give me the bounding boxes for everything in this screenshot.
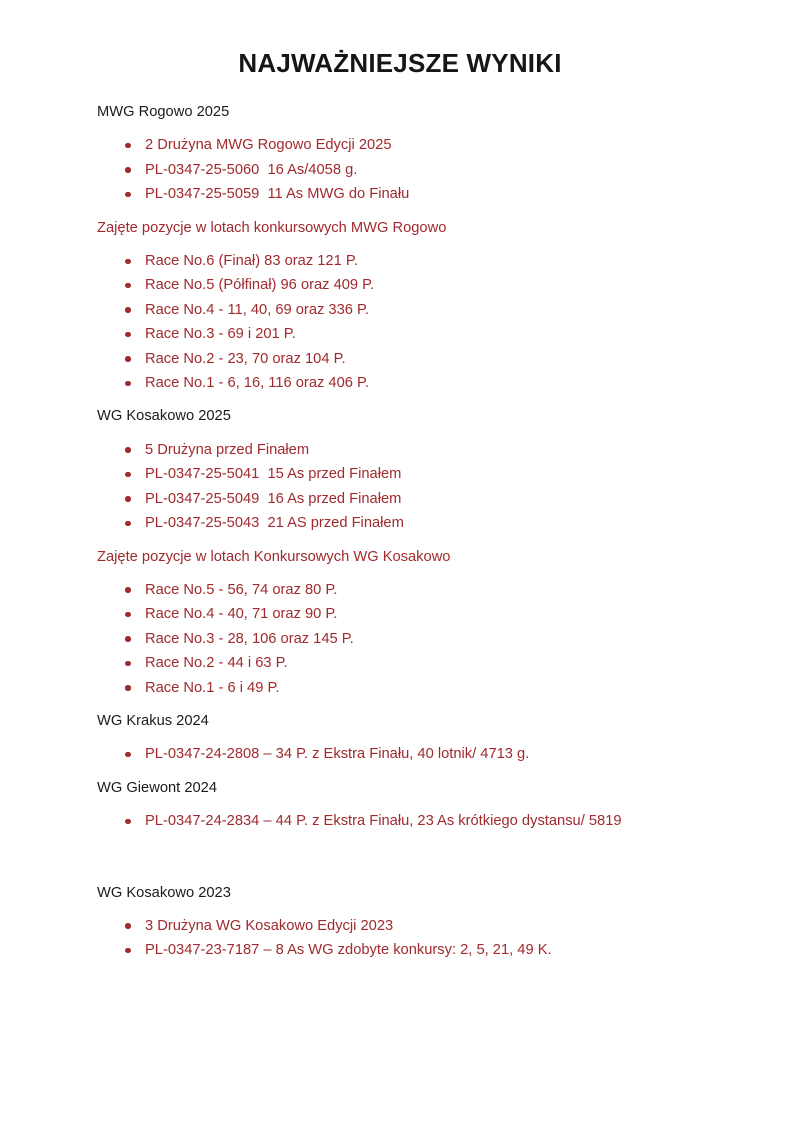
bullet-list (97, 742, 703, 766)
bullet-list (97, 249, 703, 395)
bullet-item: PL-0347-24-2834 – 44 P. z Ekstra Finału, 23 As krótkiego dystansu/ 5819 (145, 809, 703, 833)
section-heading: Zajęte pozycje w lotach konkursowych MWG Rogowo (97, 219, 447, 236)
bullet-item: PL-0347-25-5049 16 As przed Finałem (145, 487, 703, 511)
bullet-list (97, 809, 703, 833)
bullet-item: PL-0347-25-5041 15 As przed Finałem (145, 462, 703, 486)
bullet-item: Race No.1 - 6 i 49 P. (145, 676, 703, 700)
section-heading: WG Kosakowo 2025 (97, 408, 231, 425)
bullet-item: 5 Drużyna przed Finałem (145, 438, 703, 462)
section-heading: WG Giewont 2024 (97, 779, 218, 796)
section-heading: WG Kosakowo 2023 (97, 884, 231, 901)
bullet-item: Race No.6 (Finał) 83 oraz 121 P. (145, 249, 703, 273)
bullet-item: Race No.1 - 6, 16, 116 oraz 406 P. (145, 371, 703, 395)
section-heading: MWG Rogowo 2025 (97, 104, 230, 120)
bullet-item: Race No.4 - 11, 40, 69 oraz 336 P. (145, 298, 703, 322)
bullet-item: PL-0347-23-7187 – 8 As WG zdobyte konkursy: 2, 5, 21, 49 K. (145, 938, 703, 962)
section-heading: WG Krakus 2024 (97, 712, 209, 729)
bullet-list (97, 133, 703, 206)
document-title: NAJWAŻNIEJSZE WYNIKI (238, 48, 562, 78)
bullet-item: Race No.4 - 40, 71 oraz 90 P. (145, 602, 703, 626)
bullet-item: Race No.2 - 23, 70 oraz 104 P. (145, 347, 703, 371)
bullet-item: PL-0347-25-5043 21 AS przed Finałem (145, 511, 703, 535)
bullet-list (97, 438, 703, 536)
bullet-item: Race No.3 - 28, 106 oraz 145 P. (145, 627, 703, 651)
bullet-item: Race No.2 - 44 i 63 P. (145, 651, 703, 675)
bullet-item: Race No.3 - 69 i 201 P. (145, 322, 703, 346)
bullet-item: PL-0347-25-5059 11 As MWG do Finału (145, 182, 703, 206)
bullet-item: 3 Drużyna WG Kosakowo Edycji 2023 (145, 914, 703, 938)
bullet-item: 2 Drużyna MWG Rogowo Edycji 2025 (145, 133, 703, 157)
bullet-item: PL-0347-25-5060 16 As/4058 g. (145, 158, 703, 182)
blank-line (97, 834, 703, 872)
bullet-item: Race No.5 (Półfinał) 96 oraz 409 P. (145, 273, 703, 297)
bullet-list (97, 578, 703, 700)
bullet-list (97, 914, 703, 963)
bullet-item: PL-0347-24-2808 – 34 P. z Ekstra Finału, 40 lotnik/ 4713 g. (145, 742, 703, 766)
section-heading: Zajęte pozycje w lotach Konkursowych WG Kosakowo (97, 548, 451, 565)
document-content (97, 100, 703, 963)
bullet-item: Race No.5 - 56, 74 oraz 80 P. (145, 578, 703, 602)
